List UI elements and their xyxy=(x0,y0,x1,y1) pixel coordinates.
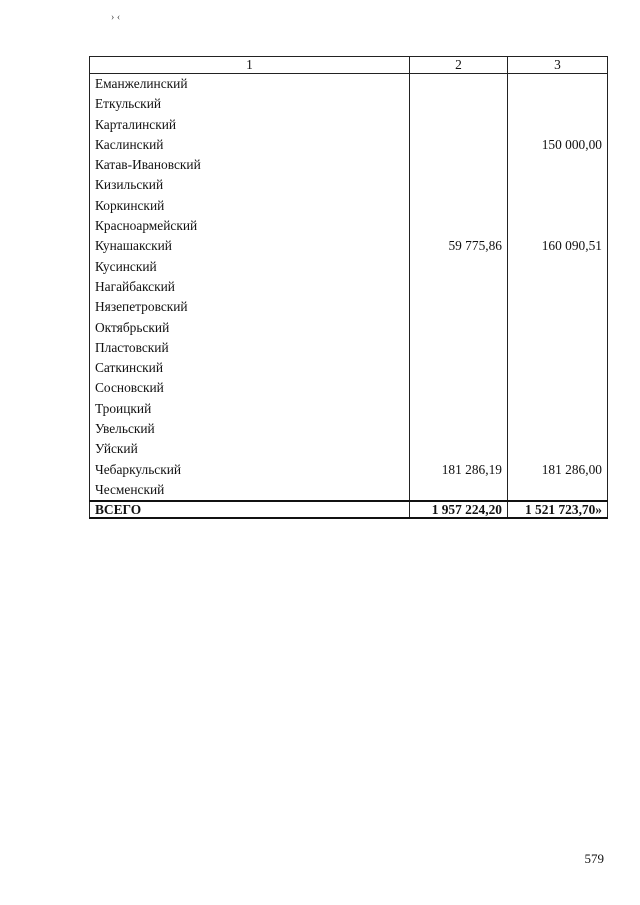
district-name-cell: Катав-Ивановский xyxy=(90,155,410,175)
district-name-cell: Еманжелинский xyxy=(90,74,410,95)
value-col3-cell xyxy=(508,216,608,236)
value-col3-cell xyxy=(508,378,608,398)
total-row xyxy=(90,501,608,518)
district-name-cell: Саткинский xyxy=(90,358,410,378)
total-col3: 1 521 723,70» xyxy=(508,501,608,518)
table-row xyxy=(90,318,608,338)
value-col3-cell xyxy=(508,74,608,95)
district-name-cell: Кизильский xyxy=(90,175,410,195)
value-col2-cell xyxy=(410,216,508,236)
table-row xyxy=(90,480,608,501)
table-row xyxy=(90,196,608,216)
value-col3-cell: 150 000,00 xyxy=(508,135,608,155)
header-col-3: 3 xyxy=(508,57,608,74)
value-col2-cell xyxy=(410,338,508,358)
value-col2-cell: 181 286,19 xyxy=(410,460,508,480)
value-col3-cell: 160 090,51 xyxy=(508,236,608,256)
district-name-cell: Кусинский xyxy=(90,257,410,277)
value-col2-cell xyxy=(410,378,508,398)
value-col2-cell xyxy=(410,74,508,95)
value-col2-cell xyxy=(410,277,508,297)
table-row xyxy=(90,257,608,277)
district-name-cell: Еткульский xyxy=(90,94,410,114)
table-row xyxy=(90,175,608,195)
value-col2-cell xyxy=(410,399,508,419)
total-col2: 1 957 224,20 xyxy=(410,501,508,518)
table-row xyxy=(90,297,608,317)
value-col2-cell xyxy=(410,94,508,114)
district-name-cell: Октябрьский xyxy=(90,318,410,338)
table-row xyxy=(90,135,608,155)
table-row xyxy=(90,155,608,175)
value-col2-cell xyxy=(410,155,508,175)
table-row xyxy=(90,419,608,439)
table-row xyxy=(90,338,608,358)
value-col3-cell xyxy=(508,399,608,419)
value-col2-cell xyxy=(410,115,508,135)
value-col3-cell xyxy=(508,480,608,501)
table-row xyxy=(90,74,608,95)
table-row xyxy=(90,277,608,297)
value-col3-cell xyxy=(508,175,608,195)
district-name-cell: Каслинский xyxy=(90,135,410,155)
page-number: 579 xyxy=(584,851,604,866)
table-row xyxy=(90,115,608,135)
district-name-cell: Карталинский xyxy=(90,115,410,135)
value-col3-cell xyxy=(508,196,608,216)
value-col3-cell xyxy=(508,155,608,175)
value-col3-cell xyxy=(508,115,608,135)
value-col2-cell: 59 775,86 xyxy=(410,236,508,256)
table-row xyxy=(90,236,608,256)
district-name-cell: Коркинский xyxy=(90,196,410,216)
district-name-cell: Чесменский xyxy=(90,480,410,501)
district-name-cell: Кунашакский xyxy=(90,236,410,256)
value-col3-cell xyxy=(508,419,608,439)
table-row xyxy=(90,399,608,419)
value-col3-cell xyxy=(508,94,608,114)
district-name-cell: Нагайбакский xyxy=(90,277,410,297)
header-col-2: 2 xyxy=(410,57,508,74)
total-label: ВСЕГО xyxy=(90,501,410,518)
table-body xyxy=(90,74,608,519)
table-row xyxy=(90,378,608,398)
district-name-cell: Троицкий xyxy=(90,399,410,419)
value-col3-cell xyxy=(508,257,608,277)
value-col3-cell xyxy=(508,338,608,358)
value-col2-cell xyxy=(410,175,508,195)
value-col2-cell xyxy=(410,135,508,155)
scan-mark: › ‹ xyxy=(111,12,121,23)
value-col2-cell xyxy=(410,480,508,501)
value-col3-cell xyxy=(508,358,608,378)
district-name-cell: Чебаркульский xyxy=(90,460,410,480)
value-col3-cell: 181 286,00 xyxy=(508,460,608,480)
value-col2-cell xyxy=(410,318,508,338)
value-col2-cell xyxy=(410,439,508,459)
district-name-cell: Уйский xyxy=(90,439,410,459)
district-name-cell: Нязепетровский xyxy=(90,297,410,317)
value-col2-cell xyxy=(410,297,508,317)
table-row xyxy=(90,94,608,114)
value-col3-cell xyxy=(508,318,608,338)
value-col2-cell xyxy=(410,419,508,439)
header-row xyxy=(90,57,608,74)
table-row xyxy=(90,460,608,480)
district-name-cell: Красноармейский xyxy=(90,216,410,236)
district-name-cell: Пластовский xyxy=(90,338,410,358)
value-col2-cell xyxy=(410,358,508,378)
district-name-cell: Сосновский xyxy=(90,378,410,398)
value-col3-cell xyxy=(508,277,608,297)
value-col2-cell xyxy=(410,257,508,277)
table-row xyxy=(90,358,608,378)
table-row xyxy=(90,439,608,459)
district-name-cell: Увельский xyxy=(90,419,410,439)
table-row xyxy=(90,216,608,236)
value-col2-cell xyxy=(410,196,508,216)
value-col3-cell xyxy=(508,439,608,459)
budget-table xyxy=(89,56,608,519)
header-col-1: 1 xyxy=(90,57,410,74)
value-col3-cell xyxy=(508,297,608,317)
